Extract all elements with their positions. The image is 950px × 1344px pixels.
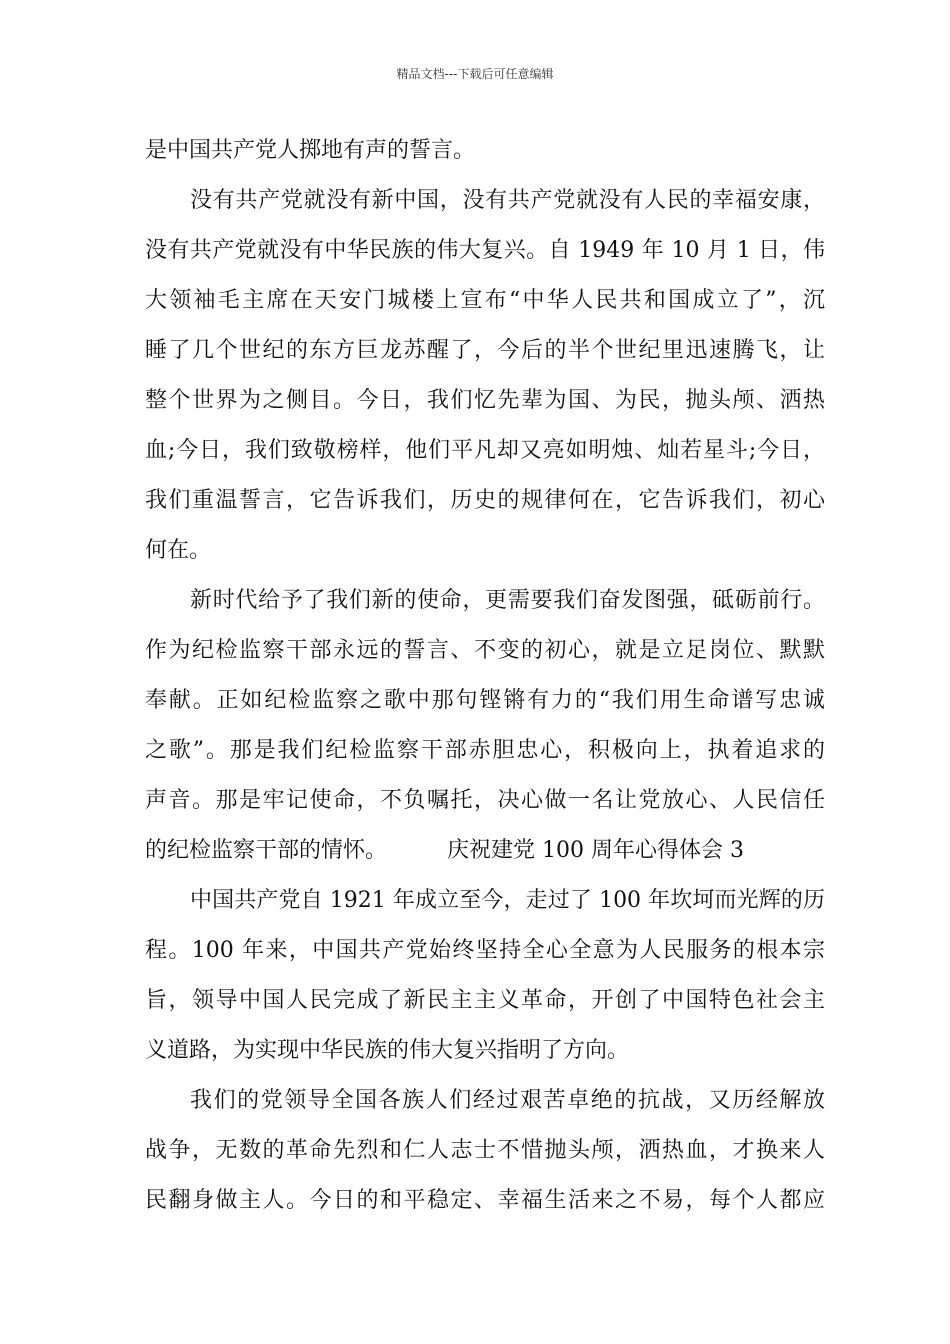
text-line: 何在。 [145, 538, 212, 563]
page-header: 精品文档---下载后可任意编辑 [396, 67, 554, 81]
paragraph-first-line: 没有共产党就没有新中国，没有共产党就没有人民的幸福安康， [190, 188, 825, 213]
paragraph-first-line: 中国共产党自 1921 年成立至今，走过了 100 年坎坷而光辉的历 [190, 888, 825, 913]
text-line: 义道路，为实现中华民族的伟大复兴指明了方向。 [145, 1038, 630, 1063]
text-line: 旨，领导中国人民完成了新民主主义革命，开创了中国特色社会主 [145, 988, 825, 1013]
section-heading: 庆祝建党 100 周年心得体会 3 [447, 838, 744, 863]
text-line: 战争，无数的革命先烈和仁人志士不惜抛头颅，洒热血，才换来人 [145, 1138, 825, 1163]
text-line: 奉献。正如纪检监察之歌中那句铿锵有力的“我们用生命谱写忠诚 [145, 688, 825, 713]
text-line: 作为纪检监察干部永远的誓言、不变的初心，就是立足岗位、默默 [145, 638, 825, 663]
text-line: 大领袖毛主席在天安门城楼上宣布“中华人民共和国成立了”，沉 [145, 288, 825, 313]
text-line: 睡了几个世纪的东方巨龙苏醒了，今后的半个世纪里迅速腾飞，让 [145, 338, 825, 363]
text-line: 血;今日，我们致敬榜样，他们平凡却又亮如明烛、灿若星斗;今日， [145, 438, 825, 463]
text-line: 是中国共产党人掷地有声的誓言。 [145, 138, 476, 163]
body-text [145, 126, 825, 1226]
text-line: 声音。那是牢记使命，不负嘱托，决心做一名让党放心、人民信任 [145, 788, 825, 813]
text-line: 没有共产党就没有中华民族的伟大复兴。自 1949 年 10 月 1 日，伟 [145, 238, 825, 263]
paragraph-first-line: 我们的党领导全国各族人们经过艰苦卓绝的抗战，又历经解放 [190, 1088, 825, 1113]
text-line: 整个世界为之侧目。今日，我们忆先辈为国、为民，抛头颅、洒热 [145, 388, 825, 413]
text-line-with-heading [145, 826, 825, 876]
text-line: 程。100 年来，中国共产党始终坚持全心全意为人民服务的根本宗 [145, 938, 825, 963]
text-line: 的纪检监察干部的情怀。 [145, 838, 388, 863]
text-line: 民翻身做主人。今日的和平稳定、幸福生活来之不易，每个人都应 [145, 1188, 825, 1213]
paragraph-first-line: 新时代给予了我们新的使命，更需要我们奋发图强，砥砺前行。 [190, 588, 825, 613]
text-line: 我们重温誓言，它告诉我们，历史的规律何在，它告诉我们，初心 [145, 488, 825, 513]
text-line: 之歌”。那是我们纪检监察干部赤胆忠心，积极向上，执着追求的 [145, 738, 825, 763]
